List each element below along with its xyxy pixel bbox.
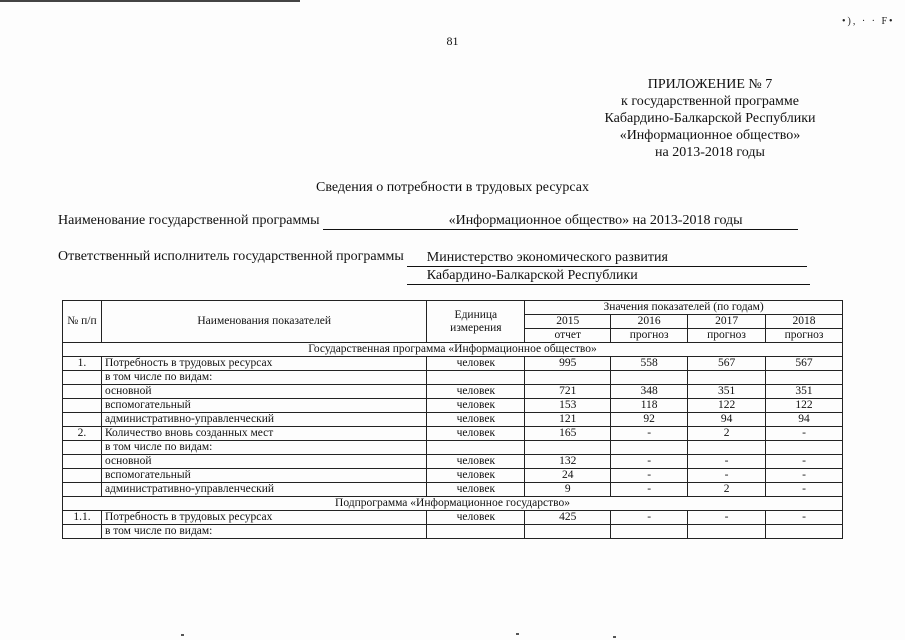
unit-cell [427,371,525,385]
header-year: 2018 [766,315,843,329]
scan-artifact-dots [0,631,905,640]
value-cell-2017: 2 [688,483,766,497]
num-cell [63,385,102,399]
value-cell-2016: 348 [611,385,688,399]
header-year: 2016 [611,315,688,329]
header-year: 2015 [525,315,611,329]
num-cell [63,441,102,455]
executor-field [58,249,810,285]
value-cell-2015: 153 [525,399,611,413]
header-name: Наименования показателей [101,301,426,343]
value-cell-2017: 351 [688,385,766,399]
num-cell [63,455,102,469]
value-cell-2016: - [611,455,688,469]
value-cell-2016 [611,525,688,539]
value-cell-2018: - [766,483,843,497]
value-cell-2017: - [688,469,766,483]
appendix-line: к государственной программе [621,94,799,109]
table-row [63,413,843,427]
table-row [63,469,843,483]
value-cell-2015: 995 [525,357,611,371]
num-cell [63,399,102,413]
table-row [63,385,843,399]
table-row [63,511,843,525]
header-year: 2017 [688,315,766,329]
header-type: прогноз [688,329,766,343]
scan-dot [516,633,519,635]
table-row [63,357,843,371]
section-row [63,497,843,511]
value-cell-2018: 122 [766,399,843,413]
value-cell-2018: - [766,455,843,469]
value-cell-2017 [688,525,766,539]
program-label: Наименование государственной программы [58,213,320,228]
executor-label: Ответственный исполнитель государственной программы [58,249,404,264]
indicator-name-cell: Количество вновь созданных мест [101,427,426,441]
executor-value [407,249,810,285]
value-cell-2017: 122 [688,399,766,413]
value-cell-2016: - [611,427,688,441]
unit-cell: человек [427,455,525,469]
indicator-name-cell: Потребность в трудовых ресурсах [101,357,426,371]
indicator-name-cell: Потребность в трудовых ресурсах [101,511,426,525]
indicator-name-cell: административно-управленческий [101,413,426,427]
header-unit: Единица измерения [427,301,525,343]
value-cell-2015 [525,525,611,539]
indicator-name-cell: основной [101,385,426,399]
value-cell-2016: 118 [611,399,688,413]
value-cell-2017: - [688,511,766,525]
section-title: Государственная программа «Информационное общество» [63,343,843,357]
value-cell-2017: 567 [688,357,766,371]
value-cell-2015: 425 [525,511,611,525]
value-cell-2018: 94 [766,413,843,427]
table-row [63,525,843,539]
indicator-name-cell: вспомогательный [101,399,426,413]
executor-value-line1: Министерство экономического развития [407,249,807,267]
document-title: Сведения о потребности в трудовых ресурсах [316,180,589,195]
value-cell-2018: - [766,469,843,483]
unit-cell: человек [427,511,525,525]
program-value: «Информационное общество» на 2013-2018 годы [323,213,798,230]
appendix-line: Кабардино-Балкарской Республики [604,111,816,126]
value-cell-2016: - [611,469,688,483]
table-row [63,427,843,441]
unit-cell [427,441,525,455]
value-cell-2015: 9 [525,483,611,497]
value-cell-2015: 132 [525,455,611,469]
unit-cell: человек [427,413,525,427]
header-type: прогноз [611,329,688,343]
scan-dot [613,636,616,638]
num-cell [63,413,102,427]
value-cell-2015: 24 [525,469,611,483]
value-cell-2018 [766,371,843,385]
value-cell-2015 [525,441,611,455]
value-cell-2018: 351 [766,385,843,399]
table-header-row [63,301,843,315]
header-type: прогноз [766,329,843,343]
indicator-name-cell: в том числе по видам: [101,441,426,455]
table-row [63,483,843,497]
corner-mark: •), · · F• [842,16,895,27]
indicator-name-cell: в том числе по видам: [101,371,426,385]
table-row [63,371,843,385]
appendix-block [560,76,860,161]
unit-cell [427,525,525,539]
value-cell-2016: 92 [611,413,688,427]
value-cell-2018 [766,441,843,455]
value-cell-2015: 721 [525,385,611,399]
table-row [63,399,843,413]
scan-dot [181,634,184,636]
header-num: № п/п [63,301,102,343]
num-cell: 1. [63,357,102,371]
unit-cell: человек [427,399,525,413]
unit-cell: человек [427,385,525,399]
value-cell-2017 [688,371,766,385]
header-values-group: Значения показателей (по годам) [525,301,843,315]
appendix-title: ПРИЛОЖЕНИЕ № 7 [647,77,773,92]
value-cell-2018 [766,525,843,539]
unit-cell: человек [427,469,525,483]
page-number: 81 [446,34,459,48]
unit-cell: человек [427,483,525,497]
value-cell-2018: - [766,511,843,525]
scan-artifact-line [0,0,300,2]
labor-resources-table [62,300,843,539]
value-cell-2018: 567 [766,357,843,371]
unit-cell: человек [427,357,525,371]
value-cell-2016 [611,371,688,385]
value-cell-2016: - [611,483,688,497]
value-cell-2015 [525,371,611,385]
indicator-name-cell: вспомогательный [101,469,426,483]
value-cell-2016: 558 [611,357,688,371]
value-cell-2016 [611,441,688,455]
value-cell-2018: - [766,427,843,441]
value-cell-2017: 94 [688,413,766,427]
value-cell-2017 [688,441,766,455]
section-row [63,343,843,357]
value-cell-2016: - [611,511,688,525]
num-cell [63,469,102,483]
program-field [58,213,798,230]
num-cell [63,371,102,385]
table-row [63,441,843,455]
num-cell: 2. [63,427,102,441]
executor-value-line2: Кабардино-Балкарской Республики [407,267,810,285]
value-cell-2017: - [688,455,766,469]
num-cell [63,525,102,539]
header-type: отчет [525,329,611,343]
value-cell-2015: 165 [525,427,611,441]
indicator-name-cell: основной [101,455,426,469]
num-cell: 1.1. [63,511,102,525]
section-title: Подпрограмма «Информационное государство» [63,497,843,511]
table-row [63,455,843,469]
indicator-name-cell: административно-управленческий [101,483,426,497]
appendix-line: «Информационное общество» [619,128,801,143]
num-cell [63,483,102,497]
value-cell-2015: 121 [525,413,611,427]
value-cell-2017: 2 [688,427,766,441]
unit-cell: человек [427,427,525,441]
appendix-line: на 2013-2018 годы [655,145,765,160]
indicator-name-cell: в том числе по видам: [101,525,426,539]
